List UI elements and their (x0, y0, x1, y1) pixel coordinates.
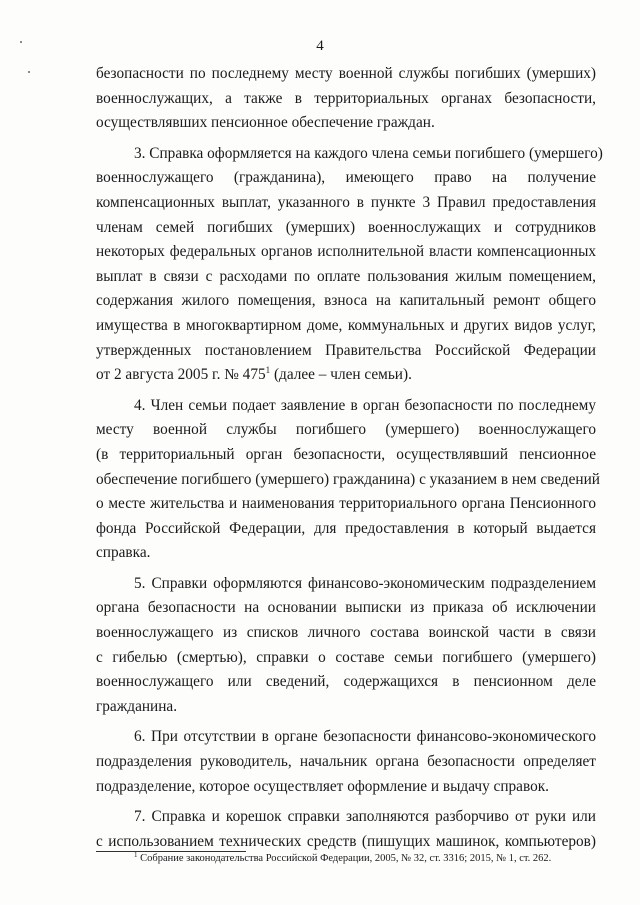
text-line: справка. (96, 544, 151, 562)
text-line: членам семей погибших (умерших) военнослужащих и сотрудников (96, 218, 596, 236)
text-line: обеспечение погибшего (умершего) гражданина) с указанием в нем сведений (96, 470, 600, 488)
paragraph-continuation (96, 62, 596, 136)
text-line: (в территориальный орган безопасности, осуществлявший пенсионное (96, 445, 596, 463)
text-line: органа безопасности на основании выписки из приказа об исключении (96, 599, 596, 617)
text-line: 5. Справки оформляются финансово-экономическим подразделением (134, 574, 596, 592)
footnote-text: Собрание законодательства Российской Федерации, 2005, № 32, ст. 3316; 2015, № 1, ст. 262. (140, 853, 552, 864)
scan-speck (28, 71, 30, 73)
text-line (96, 363, 596, 388)
text-line: военнослужащего или сведений, содержащихся в пенсионном деле (96, 673, 596, 691)
footnote-marker: 1 (134, 851, 138, 859)
paragraph-6 (96, 725, 596, 799)
paragraph-4 (96, 394, 600, 566)
text-line: подразделения руководитель, начальник органа безопасности определяет (96, 753, 596, 771)
text-line: содержания жилого помещения, взноса на капитальный ремонт общего (96, 292, 596, 310)
text-line: о месте жительства и наименования территориального органа Пенсионного (96, 495, 596, 513)
text-line: 3. Справка оформляется на каждого члена семьи погибшего (умершего) (134, 144, 603, 162)
text-line: с использованием технических средств (пишущих машинок, компьютеров) (96, 832, 596, 850)
text-line: осуществлявших пенсионное обеспечение граждан. (96, 114, 435, 132)
text-line: компенсационных выплат, указанного в пункте 3 Правил предоставления (96, 193, 596, 211)
text-line: подразделение, которое осуществляет оформление и выдачу справок. (96, 777, 549, 795)
text-line: фонда Российской Федерации, для предоставления в который выдается (96, 519, 596, 537)
text-line: военнослужащего из списков личного состава воинской части в связи (96, 624, 596, 642)
text-line: безопасности по последнему месту военной службы погибших (умерших) (96, 65, 596, 82)
text-line: с гибелью (смертью), справки о составе семьи погибшего (умершего) (96, 648, 596, 666)
text-fragment: от 2 августа 2005 г. № 475 (96, 366, 266, 384)
text-line: военнослужащих, а также в территориальных органах безопасности, (96, 89, 596, 107)
text-line: военнослужащего (гражданина), имеющего право на получение (96, 169, 596, 187)
text-line: выплат в связи с расходами по оплате пользования жилым помещением, (96, 267, 596, 285)
text-fragment: (далее – член семьи). (270, 366, 412, 384)
text-line: месту военной службы погибшего (умершего) военнослужащего (96, 421, 596, 439)
text-line: гражданина. (96, 697, 178, 715)
paragraph-7 (96, 805, 596, 854)
text-line: 6. При отсутствии в органе безопасности финансово-экономического (134, 728, 596, 746)
text-line: 4. Член семьи подает заявление в орган безопасности по последнему (134, 396, 596, 414)
page-number: 4 (316, 38, 324, 54)
footnote (134, 851, 551, 867)
text-line: утвержденных постановлением Правительства Российской Федерации (96, 341, 596, 359)
paragraph-5 (96, 572, 596, 720)
document-body (96, 62, 603, 854)
text-line: некоторых федеральных органов исполнительной власти компенсационных (96, 243, 596, 261)
text-line: 7. Справка и корешок справки заполняются разборчиво от руки или (134, 808, 596, 826)
paragraph-3 (96, 142, 603, 388)
footnote-reference: 1 (265, 365, 271, 376)
text-line: имущества в многоквартирном доме, коммунальных и других видов услуг, (96, 316, 596, 334)
